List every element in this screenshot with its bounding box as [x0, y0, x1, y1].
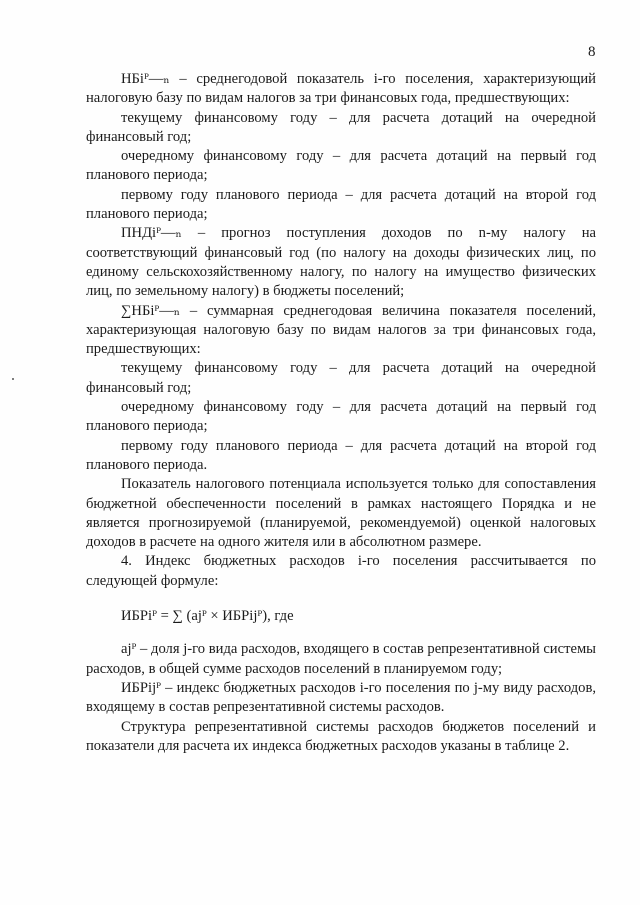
paragraph-section-4: 4. Индекс бюджетных расходов i-го поселения рассчитывается по следующей формуле: [86, 553, 596, 589]
paragraph-next-year: очередному финансовому году – для расчета дотаций на первый год планового периода; [86, 148, 596, 184]
paragraph-current-year: текущему финансовому году – для расчета дотаций на очередной финансовый год; [86, 109, 596, 145]
document-body [86, 70, 596, 756]
paragraph-nb-definition: НБiᴾ—ₙ – среднегодовой показатель i-го поселения, характеризующий налоговую базу по видам налогов за три финансовых года, предшествующих: [86, 71, 596, 107]
paragraph-table-2-reference: Структура репрезентативной системы расходов бюджетов поселений и показатели для расчета их индекса бюджетных расходов указаны в таблице 2. [86, 718, 596, 754]
paragraph-first-planning-year: первому году планового периода – для расчета дотаций на второй год планового периода; [86, 186, 596, 223]
page-number: 8 [588, 44, 596, 60]
paragraph-pnd-definition: ПНДiᴾ—ₙ – прогноз поступления доходов по n-му налогу на соответствующий финансовый год (по налогу на доходы физических лиц, по единому сельскохозяйственному налогу, по налогу на имущество физических лиц, по земельному налогу) в бюджеты поселений; [86, 225, 596, 300]
definition-ibr-ij: ИБРijᴾ – индекс бюджетных расходов i-го поселения по j-му виду расходов, входящему в состав репрезентативной системы расходов. [86, 679, 596, 716]
paragraph-tax-potential-note: Показатель налогового потенциала используется только для сопоставления бюджетной обеспеченности поселений в рамках настоящего Порядка и не является прогнозируемой (планируемой, рекомендуемой) оценкой налоговых доходов в расчете на одного жителя или в абсолютном размере. [86, 476, 596, 551]
paragraph-current-year-2: текущему финансовому году – для расчета дотаций на очередной финансовый год; [86, 360, 596, 396]
paragraph-sum-nb-definition: ∑НБiᴾ—ₙ – суммарная среднегодовая величина показателя поселений, характеризующая налоговую базу по видам налогов за три финансовых года, предшествующих: [86, 302, 596, 358]
scan-artifact-dot [12, 378, 14, 380]
paragraph-next-year-2: очередному финансовому году – для расчета дотаций на первый год планового периода; [86, 399, 596, 435]
definition-aj: ajᴾ – доля j-го вида расходов, входящего в состав репрезентативной системы расходов, в общей сумме расходов поселений в планируемом году; [86, 641, 596, 677]
formula-ibr: ИБРiᴾ = ∑ (ajᴾ × ИБРijᴾ), где [121, 608, 294, 625]
paragraph-first-planning-year-2: первому году планового периода – для расчета дотаций на второй год планового периода. [86, 437, 596, 473]
